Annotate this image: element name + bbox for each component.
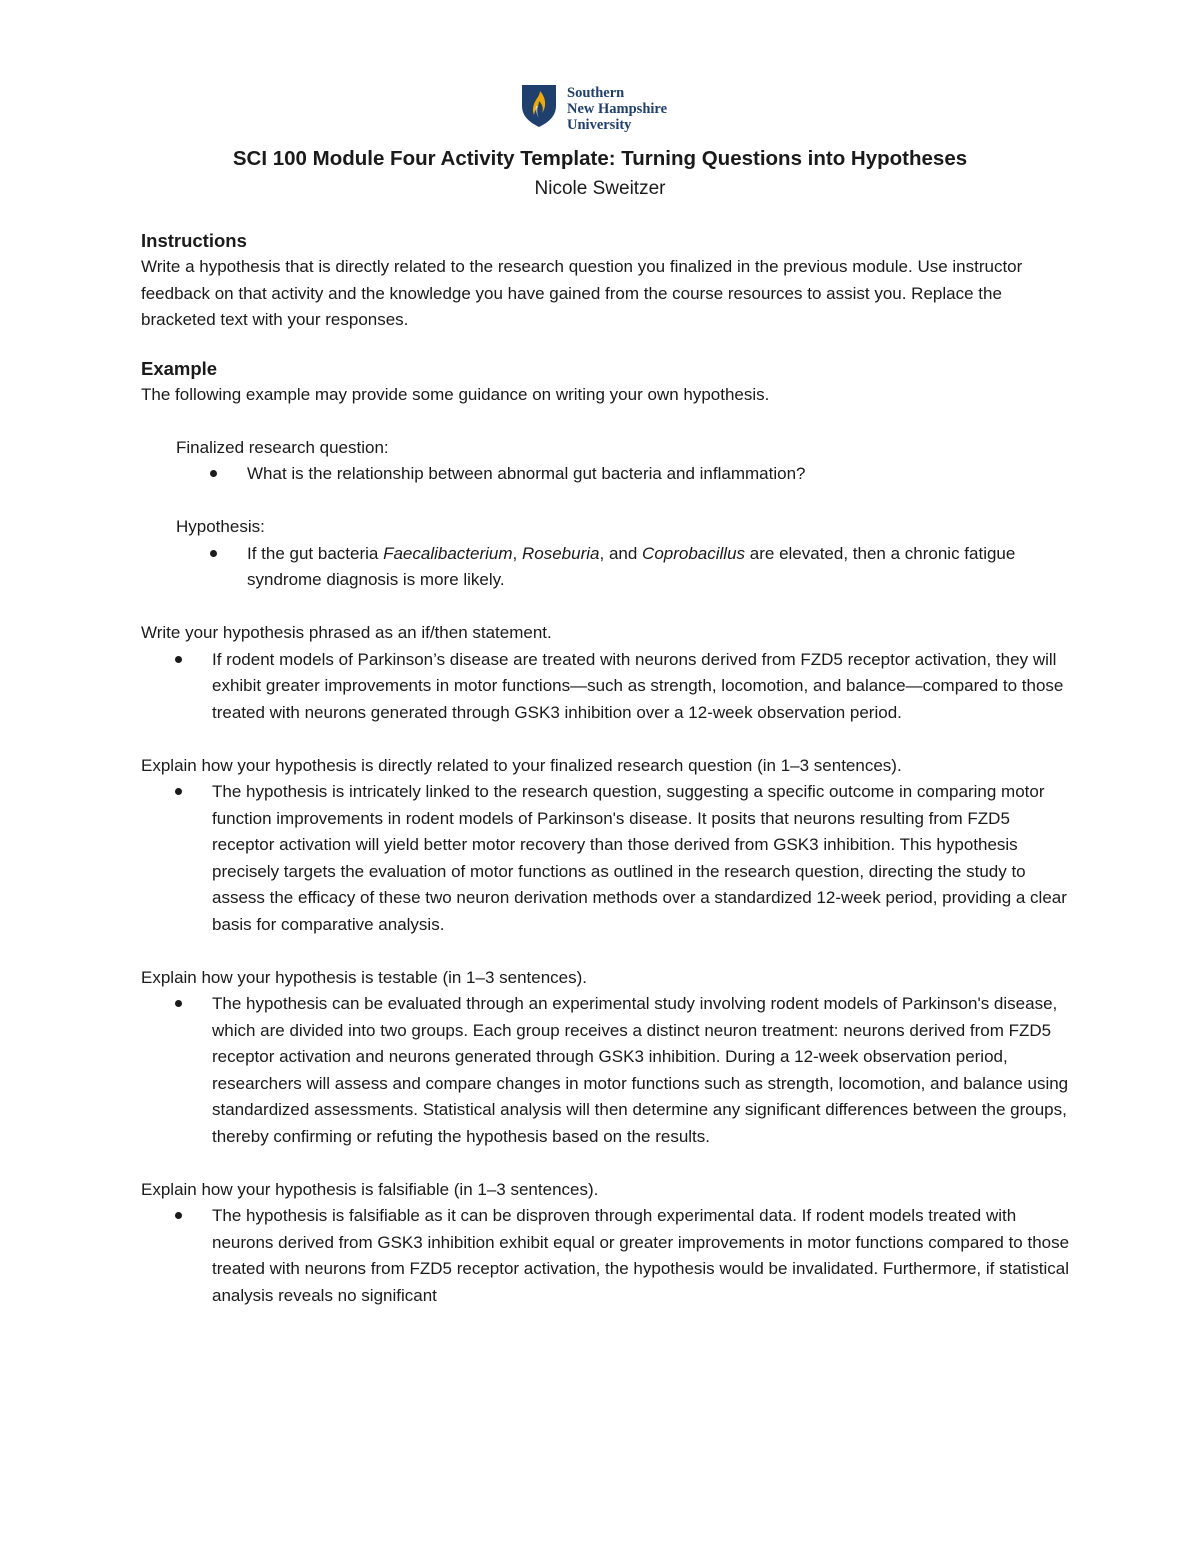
instructions-heading: Instructions bbox=[141, 230, 247, 251]
testable-answer: The hypothesis can be evaluated through an experimental study involving rodent models of Parkinson's disease, which are divided into two groups. Each group receives a distinct neuron treatment: neurons derived from FZD5 receptor activation and neurons generated through GSK3 inhibition. During a 12-week observation period, researchers will assess and compare changes in motor functions such as strength, locomotion, and balance using standardized assessments. Statistical analysis will then determine any significant differences between the groups, thereby confirming or refuting the hypothesis based on the results. bbox=[212, 994, 1069, 1146]
logo-line-2: New Hampshire bbox=[567, 101, 668, 117]
list-item bbox=[176, 461, 1071, 488]
testable-answer-list bbox=[141, 991, 1071, 1150]
if-then-answer-list bbox=[141, 647, 1071, 727]
example-hypothesis: If the gut bacteria Faecalibacterium, Roseburia, and Coprobacillus are elevated, then a chronic fatigue syndrome diagnosis is more likely. bbox=[247, 543, 1016, 589]
example-intro: The following example may provide some guidance on writing your own hypothesis. bbox=[141, 384, 770, 404]
logo-line-3: University bbox=[567, 117, 632, 133]
example-question-label: Finalized research question: bbox=[176, 437, 389, 457]
logo-line-1: Southern bbox=[567, 85, 625, 101]
logo-wordmark bbox=[567, 85, 667, 133]
list-item bbox=[141, 991, 1071, 1150]
related-answer-list bbox=[141, 779, 1071, 938]
if-then-answer: If rodent models of Parkinson’s disease are treated with neurons derived from FZD5 receptor activation, they will exhibit greater improvements in motor functions—such as strength, locomotion, and balance—compared to those treated with neurons generated through GSK3 inhibition over a 12-week observation period. bbox=[212, 649, 1064, 722]
shield-flame-icon bbox=[521, 84, 557, 128]
testable-prompt: Explain how your hypothesis is testable (in 1–3 sentences). bbox=[141, 967, 588, 987]
document-title: SCI 100 Module Four Activity Template: Turning Questions into Hypotheses bbox=[232, 147, 968, 170]
bullet-icon bbox=[175, 1212, 182, 1219]
bullet-icon bbox=[210, 550, 217, 557]
instructions-text: Write a hypothesis that is directly related to the research question you finalized in the previous module. Use instructor feedback on that activity and the knowledge you have gained from the course resources to assist you. Replace the bracketed text with your responses. bbox=[141, 257, 1023, 329]
list-item bbox=[176, 541, 1071, 594]
university-logo bbox=[521, 84, 667, 133]
example-question-list bbox=[176, 461, 1071, 488]
example-hypothesis-label: Hypothesis: bbox=[176, 517, 265, 536]
falsifiable-answer-list bbox=[141, 1203, 1071, 1309]
falsifiable-answer: The hypothesis is falsifiable as it can be disproven through experimental data. If rodent models treated with neurons derived from GSK3 inhibition exhibit equal or greater improvements in motor functions compared to those treated with neurons from FZD5 receptor activation, the hypothesis would be invalidated. Furthermore, if statistical analysis reveals no significant bbox=[212, 1206, 1070, 1305]
related-answer: The hypothesis is intricately linked to the research question, suggesting a specific outcome in comparing motor function improvements in rodent models of Parkinson's disease. It posits that neurons resulting from FZD5 receptor activation will yield better motor recovery than those derived from GSK3 inhibition. This hypothesis precisely targets the evaluation of motor functions as outlined in the research question, directing the study to assess the efficacy of these two neuron derivation methods over a standardized 12-week period, providing a clear basis for comparative analysis. bbox=[212, 782, 1067, 934]
if-then-prompt: Write your hypothesis phrased as an if/then statement. bbox=[141, 623, 552, 642]
example-heading: Example bbox=[141, 357, 218, 379]
bullet-icon bbox=[210, 470, 217, 477]
list-item bbox=[141, 1203, 1071, 1309]
bullet-icon bbox=[175, 656, 182, 663]
falsifiable-prompt: Explain how your hypothesis is falsifiable (in 1–3 sentences). bbox=[141, 1179, 599, 1199]
bullet-icon bbox=[175, 788, 182, 795]
author-name: Nicole Sweitzer bbox=[534, 178, 666, 199]
related-prompt: Explain how your hypothesis is directly related to your finalized research question (in 1–3 sentences). bbox=[141, 755, 902, 775]
example-hypothesis-list bbox=[176, 541, 1071, 594]
bullet-icon bbox=[175, 1000, 182, 1007]
list-item bbox=[141, 779, 1071, 938]
document-body bbox=[141, 228, 1071, 1309]
example-question: What is the relationship between abnormal gut bacteria and inflammation? bbox=[247, 464, 806, 483]
example-block bbox=[141, 435, 1071, 594]
list-item bbox=[141, 647, 1071, 727]
